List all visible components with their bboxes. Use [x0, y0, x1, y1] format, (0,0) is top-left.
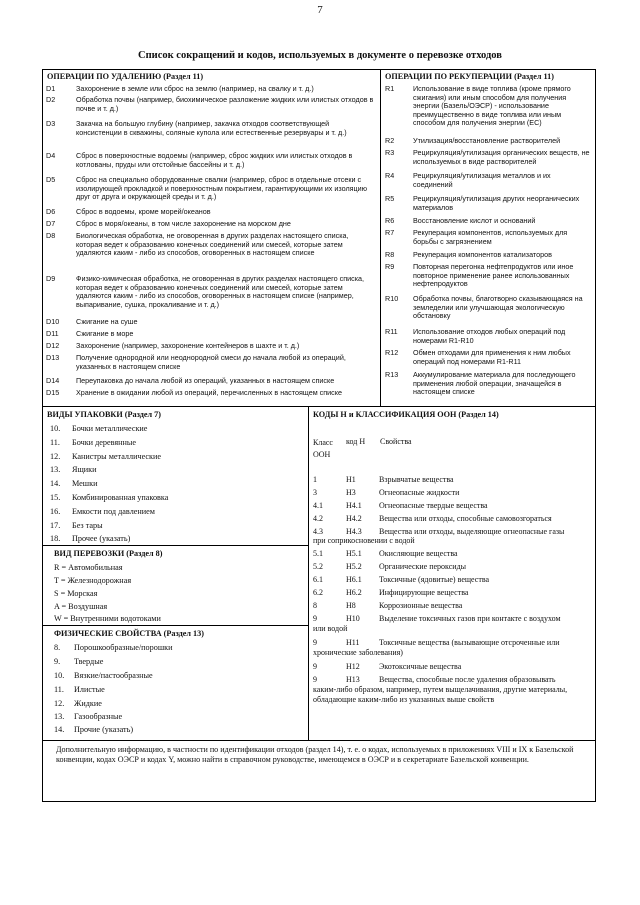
- disposal-code: D10: [46, 317, 60, 326]
- recovery-text: Обработка почвы, благотворно сказывающаяся на земледелии или улучшающая экологическую обстановку: [413, 294, 583, 321]
- recovery-code: R6: [385, 216, 395, 225]
- disposal-text: Захоронение (например, захоронение контейнеров в шахте и т. д.): [76, 341, 300, 350]
- packaging-number: 16.: [50, 507, 61, 516]
- hazard-property: Окисляющие вещества: [379, 549, 458, 558]
- physical-label: Твердые: [74, 657, 104, 666]
- h-code: H4.2: [346, 514, 362, 523]
- recovery-text: Использование отходов любых операций под номерами R1-R10: [413, 327, 566, 345]
- hazard-property: Взрывчатые вещества: [379, 475, 454, 484]
- transport-physical-divider: [42, 625, 308, 626]
- un-class: 6.1: [313, 575, 323, 584]
- disposal-text: Биологическая обработка, не оговоренная в других разделах настоящего списка, которая ведет к образованию конечных соединений или смесей, которые затем удаляются каким - либо из способов, оговоренных в настоящем списке: [76, 231, 349, 258]
- disposal-heading: ОПЕРАЦИИ ПО УДАЛЕНИЮ (Раздел 11): [47, 72, 204, 81]
- hazard-property: Огнеопасные жидкости: [379, 488, 460, 497]
- hazard-property: Огнеопасные твердые вещества: [379, 501, 488, 510]
- un-class: 9: [313, 675, 317, 684]
- recovery-code: R12: [385, 348, 399, 357]
- un-code-continuation: хронические заболевания): [313, 648, 403, 657]
- hazard-property: Токсичные (ядовитые) вещества: [379, 575, 490, 584]
- un-class: 3: [313, 488, 317, 497]
- packaging-label: Без тары: [72, 521, 103, 530]
- hazard-property: Экотоксичные вещества: [379, 662, 462, 671]
- physical-number: 8.: [54, 643, 61, 652]
- recovery-code: R11: [385, 327, 398, 336]
- h-code: H12: [346, 662, 360, 671]
- physical-label: Жидкие: [74, 699, 102, 708]
- disposal-text: Сброс в поверхностные водоемы (например, сброс жидких или илистых отходов в котлованы, пруды или отстойные бассейны и т. д.): [76, 151, 353, 169]
- physical-number: 14.: [54, 725, 65, 734]
- un-class: 4.3: [313, 527, 323, 536]
- physical-label: Газообразные: [74, 712, 123, 721]
- disposal-text: Закачка на большую глубину (например, закачка отходов соответствующей консистенции в скважины, соляные купола или естественные резервуары и т. д.): [76, 119, 347, 137]
- un-code-continuation: при соприкосновении с водой: [313, 536, 415, 545]
- recovery-code: R1: [385, 84, 395, 93]
- physical-label: Илистые: [74, 685, 105, 694]
- recovery-code: R10: [385, 294, 399, 303]
- packaging-label: Канистры металлические: [72, 452, 162, 461]
- un-class-header-line: ООН: [313, 450, 331, 459]
- transport-item: W = Внутренними водотоками: [54, 614, 161, 623]
- disposal-text: Сброс на специально оборудованные свалки (например, сброс в отдельные отсеки с изолирующей прокладкой и поверхностным покрытием, гарантирующими их изоляцию друг от друга и окружающей среды и т. д.): [76, 175, 368, 202]
- recovery-code: R8: [385, 250, 395, 259]
- disposal-code: D4: [46, 151, 56, 160]
- un-class: 6.2: [313, 588, 323, 597]
- recovery-text: Утилизация/восстановление растворителей: [413, 136, 561, 145]
- hazard-property: Органические пероксиды: [379, 562, 467, 571]
- un-code-continuation: каким-либо образом, например, путем выщелачивания, другие материалы, обладающие каким-либо из указанных выше свойств: [313, 685, 568, 704]
- un-class: 9: [313, 638, 317, 647]
- recovery-text: Аккумулирование материала для последующего применения любой операции, значащейся в настоящем списке: [413, 370, 576, 397]
- un-class-column-header: [313, 437, 343, 461]
- disposal-text: Физико-химическая обработка, не оговоренная в других разделах настоящего списка, которая ведет к образованию конечных соединений или смесей, которые затем удаляются каким - либо из способов, оговоренных в настоящем списке (например, выпаривание, сушка, прокаливание и т. д.): [76, 274, 364, 309]
- disposal-code: D6: [46, 207, 56, 216]
- recovery-text: Восстановление кислот и оснований: [413, 216, 536, 225]
- disposal-text: Сжигание на суше: [76, 317, 138, 326]
- packaging-label: Мешки: [72, 479, 98, 488]
- h-code: H5.2: [346, 562, 362, 571]
- physical-number: 13.: [54, 712, 65, 721]
- h-code-column-header: код H: [346, 437, 366, 446]
- transport-item: R = Автомобильная: [54, 563, 123, 572]
- packaging-number: 14.: [50, 479, 61, 488]
- packaging-number: 18.: [50, 534, 61, 543]
- recovery-text: Повторная перегонка нефтепродуктов или иное повторное применение ранее использованных нефтепродуктов: [413, 262, 574, 289]
- un-class: 9: [313, 614, 317, 623]
- physical-label: Прочие (указать): [74, 725, 134, 734]
- h-code: H8: [346, 601, 356, 610]
- hazard-property: Вещества или отходы, выделяющие огнеопасные газы: [379, 527, 565, 536]
- packaging-label: Бочки металлические: [72, 424, 148, 433]
- un-class-header-line: Класс: [313, 438, 333, 447]
- h-code: H3: [346, 488, 356, 497]
- physical-number: 11.: [54, 685, 64, 694]
- physical-label: Порошкообразные/порошки: [74, 643, 173, 652]
- packaging-number: 17.: [50, 521, 61, 530]
- h-code: H5.1: [346, 549, 362, 558]
- packaging-heading: ВИДЫ УПАКОВКИ (Раздел 7): [47, 410, 161, 419]
- un-class: 5.2: [313, 562, 323, 571]
- disposal-code: D14: [46, 376, 60, 385]
- physical-number: 12.: [54, 699, 65, 708]
- recovery-text: Рециркуляция/утилизация органических веществ, не используемых в виде растворителей: [413, 148, 590, 166]
- disposal-text: Переупаковка до начала любой из операций, указанных в настоящем списке: [76, 376, 335, 385]
- disposal-code: D15: [46, 388, 60, 397]
- packaging-number: 12.: [50, 452, 61, 461]
- hazard-property: Выделение токсичных газов при контакте с воздухом: [379, 614, 561, 623]
- un-class: 4.2: [313, 514, 323, 523]
- properties-column-header: Свойства: [380, 437, 412, 446]
- un-class: 1: [313, 475, 317, 484]
- disposal-text: Захоронение в земле или сброс на землю (например, на свалку и т. д.): [76, 84, 314, 93]
- packaging-number: 10.: [50, 424, 61, 433]
- transport-item: S = Морская: [54, 589, 98, 598]
- recovery-text: Рециркуляция/утилизация других неорганических материалов: [413, 194, 580, 212]
- un-class: 8: [313, 601, 317, 610]
- physical-number: 10.: [54, 671, 65, 680]
- transport-heading: ВИД ПЕРЕВОЗКИ (Раздел 8): [54, 549, 163, 558]
- disposal-text: Получение однородной или неоднородной смеси до начала любой из операций, указанных в настоящем списке: [76, 353, 346, 371]
- recovery-code: R13: [385, 370, 399, 379]
- section-divider-upper: [42, 406, 596, 407]
- transport-item: A = Воздушная: [54, 602, 108, 611]
- packaging-transport-divider: [42, 545, 308, 546]
- packaging-number: 13.: [50, 465, 61, 474]
- transport-item: T = Железнодорожная: [54, 576, 132, 585]
- recovery-text: Рекуперация компонентов катализаторов: [413, 250, 552, 259]
- recovery-heading: ОПЕРАЦИИ ПО РЕКУПЕРАЦИИ (Раздел 11): [385, 72, 554, 81]
- footer-divider: [42, 740, 596, 741]
- disposal-code: D1: [46, 84, 56, 93]
- un-codes-heading: КОДЫ H и КЛАССИФИКАЦИЯ ООН (Раздел 14): [313, 410, 499, 419]
- packaging-label: Емкости под давлением: [72, 507, 155, 516]
- h-code: H10: [346, 614, 360, 623]
- recovery-text: Использование в виде топлива (кроме прямого сжигания) или иным способом для получения энергии (Базель/ОЭСР) - использование преимущественно в виде топлива или иным способом для получения энергии (ЕС): [413, 84, 571, 128]
- disposal-code: D8: [46, 231, 56, 240]
- disposal-text: Сжигание в море: [76, 329, 134, 338]
- hazard-property: Коррозионные вещества: [379, 601, 463, 610]
- physical-label: Вязкие/пастообразные: [74, 671, 153, 680]
- hazard-property: Вещества, способные после удаления образовывать: [379, 675, 556, 684]
- physical-number: 9.: [54, 657, 61, 666]
- packaging-number: 15.: [50, 493, 61, 502]
- h-code: H13: [346, 675, 360, 684]
- packaging-label: Комбинированная упаковка: [72, 493, 169, 502]
- document-title: Список сокращений и кодов, используемых в документе о перевозке отходов: [138, 50, 502, 61]
- hazard-property: Инфицирующие вещества: [379, 588, 469, 597]
- disposal-code: D9: [46, 274, 56, 283]
- packaging-number: 11.: [50, 438, 60, 447]
- packaging-label: Ящики: [72, 465, 97, 474]
- packaging-label: Бочки деревянные: [72, 438, 137, 447]
- h-code: H4.3: [346, 527, 362, 536]
- recovery-code: R7: [385, 228, 395, 237]
- recovery-code: R4: [385, 171, 395, 180]
- hazard-property: Вещества или отходы, способные самовозгораться: [379, 514, 552, 523]
- physical-heading: ФИЗИЧЕСКИЕ СВОЙСТВА (Раздел 13): [54, 629, 204, 638]
- disposal-code: D13: [46, 353, 60, 362]
- disposal-text: Обработка почвы (например, биохимическое разложение жидких или илистых отходов в почве и т. д.): [76, 95, 374, 113]
- h-code: H1: [346, 475, 356, 484]
- recovery-code: R3: [385, 148, 395, 157]
- un-code-continuation: или водой: [313, 624, 348, 633]
- upper-column-divider: [380, 69, 381, 406]
- recovery-code: R5: [385, 194, 395, 203]
- disposal-code: D3: [46, 119, 56, 128]
- disposal-code: D2: [46, 95, 56, 104]
- recovery-text: Обмен отходами для применения к ним любых операций под номерами R1-R11: [413, 348, 571, 366]
- page-number: 7: [317, 4, 323, 16]
- recovery-text: Рециркуляция/утилизация металлов и их соединений: [413, 171, 551, 189]
- un-class: 5.1: [313, 549, 323, 558]
- recovery-text: Рекуперация компонентов, используемых для борьбы с загрязнением: [413, 228, 568, 246]
- h-code: H6.1: [346, 575, 362, 584]
- disposal-text: Сброс в моря/океаны, в том числе захоронение на морском дне: [76, 219, 291, 228]
- recovery-code: R2: [385, 136, 395, 145]
- disposal-code: D11: [46, 329, 59, 338]
- recovery-code: R9: [385, 262, 395, 271]
- footer-note: Дополнительную информацию, в частности по идентификации отходов (раздел 14), т. е. о кодах, используемых в приложениях VIII и IX к Базельской конвенции, кодах ОЭСР и кодах Y, можно найти в справочном руководстве, имеющемся в ОЭСР и в секретариате Базельской конвенции.: [56, 745, 574, 764]
- hazard-property: Токсичные вещества (вызывающие отсроченные или: [379, 638, 560, 647]
- h-code: H11: [346, 638, 360, 647]
- lower-column-divider: [308, 406, 309, 740]
- disposal-code: D7: [46, 219, 56, 228]
- un-class: 4.1: [313, 501, 323, 510]
- packaging-label: Прочее (указать): [72, 534, 131, 543]
- h-code: H6.2: [346, 588, 362, 597]
- disposal-text: Сброс в водоемы, кроме морей/океанов: [76, 207, 211, 216]
- h-code: H4.1: [346, 501, 362, 510]
- disposal-code: D5: [46, 175, 56, 184]
- disposal-code: D12: [46, 341, 60, 350]
- disposal-text: Хранение в ожидании любой из операций, перечисленных в настоящем списке: [76, 388, 342, 397]
- un-class: 9: [313, 662, 317, 671]
